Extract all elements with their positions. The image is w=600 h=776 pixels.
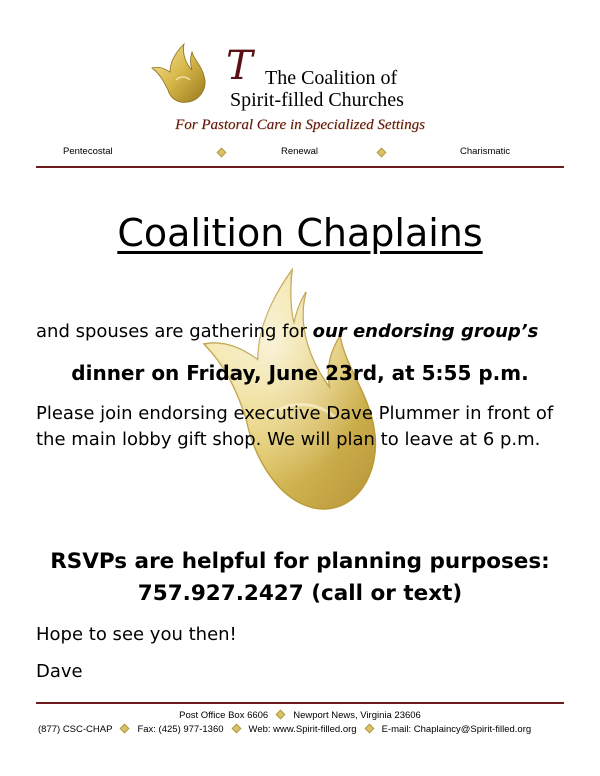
rsvp-text: RSVPs are helpful for planning purposes: [50,549,550,574]
intro-emphasis: our endorsing group’s [312,321,539,342]
logo-letter: T [226,43,253,89]
rsvp-block [0,546,600,611]
fax: Fax: (425) 977-1360 [137,724,224,735]
diamond-icon [364,724,374,734]
intro-text: and spouses are gathering for our endorsing group’s [36,321,539,342]
website-link[interactable]: Web: www.Spirit-filled.org [248,724,357,735]
diamond-icon [120,724,130,734]
phone: (877) CSC-CHAP [38,724,113,735]
tradition-pentecostal: Pentecostal [63,146,113,157]
tradition-renewal: Renewal [281,146,318,157]
dinner-details: dinner on Friday, June 23rd, at 5:55 p.m. [71,361,529,385]
tradition-charismatic: Charismatic [460,146,511,157]
meeting-instructions: Please join endorsing executive Dave Plummer in front of the main lobby gift shop. We will plan to leave at 6 p.m. [36,403,554,451]
dove-flame-icon [146,40,216,110]
org-tagline: For Pastoral Care in Specialized Settings [175,117,425,133]
diamond-icon [276,710,286,720]
city: Newport News, Virginia 23606 [293,710,421,721]
org-name-line1: The Coalition of [265,67,398,89]
signature: Dave [36,661,83,682]
rsvp-phone: 757.927.2427 (call or text) [137,581,463,607]
org-name-line2: Spirit-filled Churches [230,89,404,111]
diamond-icon [377,148,387,158]
page-title: Coalition Chaplains [117,211,483,255]
diamond-icon [217,148,227,158]
diamond-icon [231,724,241,734]
email-link[interactable]: E-mail: Chaplaincy@Spirit-filled.org [381,724,532,735]
po-box: Post Office Box 6606 [179,710,269,721]
footer-address [0,711,600,721]
dove-flame-watermark-icon [196,268,386,518]
header-divider [36,166,564,168]
footer-divider [36,702,564,704]
footer-contacts [38,725,531,735]
closing-text: Hope to see you then! [36,624,237,645]
